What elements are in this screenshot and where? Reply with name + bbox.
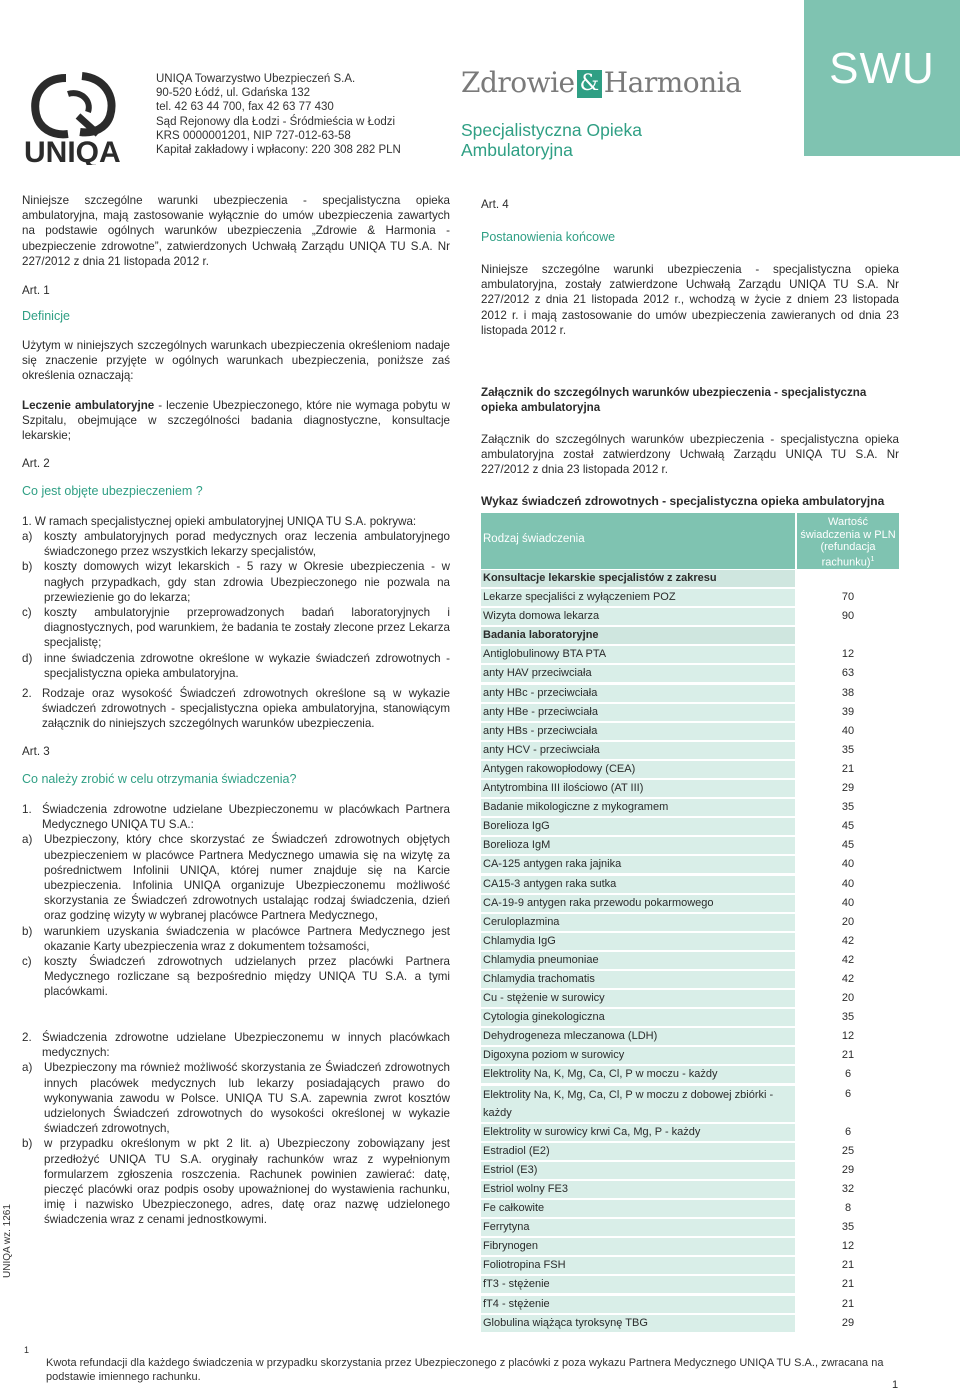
form-code: UNIQA wz. 1261 [2, 1204, 13, 1278]
table-section-row [481, 569, 899, 588]
table-row [481, 1256, 899, 1275]
brand-subtitle-line: Specjalistyczna Opieka [461, 120, 642, 140]
service-value: 29 [841, 1316, 855, 1329]
list-text: inne świadczenia zdrowotne określone w wykazie świadczeń zdrowotnych - specjalistyczna opieka ambulatoryjna. [44, 651, 450, 680]
service-name: anty HBc - przeciwciała [481, 685, 795, 702]
service-value: 38 [841, 686, 855, 699]
list-label: a) [22, 530, 33, 543]
table-row [481, 913, 899, 932]
logo-text: UNIQA [24, 136, 121, 165]
service-value: 21 [841, 1259, 855, 1272]
service-value: 45 [841, 820, 855, 833]
list-text: koszty Świadczeń zdrowotnych udzielanych przez placówki Partnera Medycznego rozliczane są bezpośrednio między UNIQA TU S.A. a tymi placówkami. [44, 955, 450, 999]
service-name: Borelioza IgM [481, 837, 795, 854]
list-label: 2. [22, 1031, 32, 1044]
col-header-value-text: Wartość świadczenia w PLN (refundacja rachunku) [800, 516, 896, 569]
list-item [22, 1060, 450, 1136]
table-row [481, 1046, 899, 1065]
list-label: b) [22, 924, 33, 938]
table-row [481, 989, 899, 1008]
table-row [481, 1085, 899, 1123]
art4-text: Niniejsze szczególne warunki ubezpieczenia - specjalistyczna opieka ambulatoryjna, zostały zatwierdzone Uchwałą Zarządu UNIQA TU S.A. Nr 227/2012 z dnia 21 listopada 2012 r., wchodzą w życie z dniem 23 listopada 2012 r. i mają zastosowanie do umów ubezpieczenia zawieranych od dnia 23 listopada 2012 r. [481, 263, 899, 337]
footnote: Kwota refundacji dla każdego świadczenia w przypadku skorzystania przez Ubezpieczonego z placówki z poza wykazu Partnera Medycznego UNIQA TU S.A., zwracana na podstawie imiennego rachunku. [46, 1357, 884, 1383]
table-row [481, 741, 899, 760]
service-value: 6 [844, 1087, 852, 1100]
service-value: 40 [841, 896, 855, 909]
list-item [22, 605, 450, 651]
brand-subtitle-line: Ambulatoryjna [461, 140, 573, 160]
footnote-ref: 1 [870, 555, 875, 563]
table-row [481, 1199, 899, 1218]
table-row [481, 951, 899, 970]
service-value: 40 [841, 877, 855, 890]
table-row [481, 817, 899, 836]
service-name: Chlamydia IgG [481, 933, 795, 950]
service-name: Antygen rakowopłodowy (CEA) [481, 761, 795, 778]
brand-subtitle [461, 120, 642, 160]
service-value: 12 [841, 1240, 855, 1253]
col-header-value [797, 513, 899, 569]
art4-heading: Art. 4 [481, 198, 509, 211]
service-name: Ferrytyna [481, 1219, 795, 1236]
footnote-mark: 1 [24, 1345, 30, 1355]
service-name: Borelioza IgG [481, 818, 795, 835]
service-value: 45 [841, 839, 855, 852]
service-value: 20 [841, 992, 855, 1005]
service-value [797, 570, 899, 587]
list-text: Świadczenia zdrowotne udzielane Ubezpieczonemu w placówkach Partnera Medycznego UNIQA TU S.A.: [42, 803, 450, 832]
table-section-row [481, 626, 899, 645]
art2-list [22, 529, 450, 681]
art2-title: Co jest objęte ubezpieczeniem ? [22, 484, 203, 498]
benefits-table [481, 513, 899, 1333]
table-row [481, 664, 899, 683]
table-row [481, 1142, 899, 1161]
service-value: 90 [841, 610, 855, 623]
table-row [481, 607, 899, 626]
annex-title: Załącznik do szczególnych warunków ubezpieczenia - specjalistyczna opieka ambulatoryjna [481, 386, 867, 415]
table-row [481, 779, 899, 798]
company-line: UNIQA Towarzystwo Ubezpieczeń S.A. [156, 73, 356, 85]
service-name: Estriol (E3) [481, 1162, 795, 1179]
table-row [481, 1295, 899, 1314]
list-label: b) [22, 1137, 33, 1151]
table-row [481, 1027, 899, 1046]
table-row [481, 588, 899, 607]
company-info [156, 72, 446, 157]
service-name: Cytologia ginekologiczna [481, 1009, 795, 1026]
table-row [481, 684, 899, 703]
service-value: 6 [844, 1125, 852, 1138]
list-item [22, 686, 450, 732]
service-name: Elektrolity Na, K, Mg, Ca, Cl, P w moczu z dobowej zbiórki - każdy [481, 1086, 795, 1122]
page-number: 1 [892, 1379, 899, 1391]
brand-name [461, 66, 741, 99]
list-item [22, 651, 450, 681]
table-row [481, 1123, 899, 1142]
table-row [481, 932, 899, 951]
definition-text: - leczenie Ubezpieczonego, które nie wymaga pobytu w Szpitalu, obejmujące w szczególności badania diagnostyczne, konsultacje lekarskie; [22, 399, 451, 443]
art3-title: Co należy zrobić w celu otrzymania świadczenia? [22, 772, 297, 786]
table-row [481, 703, 899, 722]
service-value: 25 [841, 1144, 855, 1157]
list-text: warunkiem uzyskania świadczenia w placówce Partnera Medycznego jest okazanie Karty ubezpieczenia wraz z dokumentem tożsamości, [44, 924, 450, 953]
table-row [481, 1275, 899, 1294]
col-header-service: Rodzaj świadczenia [481, 513, 795, 569]
list-item [22, 559, 450, 605]
service-value: 32 [841, 1183, 855, 1195]
list-text: Ubezpieczony, który chce skorzystać ze Świadczeń zdrowotnych objętych ubezpieczeniem w placówce Partnera Medycznego umawia się na wizytę za pośrednictwem Infolinii UNIQA, której numer znajduje się na Karcie ubezpieczenia. Infolinia UNIQA organizuje Ubezpieczonemu możliwość skorzystania ze Świadczeń zdrowotnych ustalając rodzaj świadczenia, dzień oraz godzinę wizyty w wybranej placówce Partnera Medycznego, [44, 833, 450, 923]
service-name: Konsultacje lekarskie specjalistów z zakresu [481, 570, 795, 587]
art1-heading: Art. 1 [22, 284, 50, 297]
list-text: Ubezpieczony ma również możliwość skorzystania ze Świadczeń zdrowotnych innych placówek medycznych lub lekarzy posiadających prawo do wykonywania zawodu w Polsce. UNIQA TU S.A. zapewnia zwrot kosztów udzielonych Świadczeń zdrowotnych do wysokości określonej w wykazie świadczeń zdrowotnych, [44, 1061, 450, 1136]
list-text: koszty domowych wizyt lekarskich - 5 razy w Okresie ubezpieczenia - w nagłych przypadkach, gdy stan zdrowia Ubezpieczonego nie pozwala na przewiezienie go do lekarza; [44, 560, 450, 604]
service-name: fT3 - stężenie [481, 1276, 795, 1293]
table-row [481, 1180, 899, 1199]
service-name: Antytrombina III ilościowo (AT III) [481, 780, 795, 797]
service-value: 21 [841, 1278, 855, 1291]
art2-point-2 [22, 686, 450, 732]
art3-heading: Art. 3 [22, 745, 50, 758]
service-name: Cu - stężenie w surowicy [481, 990, 795, 1007]
table-row [481, 875, 899, 894]
list-item [22, 802, 450, 832]
list-label: 2. [22, 687, 32, 700]
service-value: 12 [841, 1030, 855, 1043]
service-value: 35 [841, 1221, 855, 1234]
service-value: 35 [841, 801, 855, 814]
service-name: Badania laboratoryjne [481, 627, 795, 644]
table-row [481, 1237, 899, 1256]
service-name: Wizyta domowa lekarza [481, 608, 795, 625]
service-value: 8 [844, 1202, 852, 1215]
list-label: a) [22, 833, 33, 847]
list-text: koszty ambulatoryjnie przeprowadzonych badań laboratoryjnych i diagnostycznych, pod warunkiem, że badania te zostały zlecone przez Lekarza specjalistę; [44, 606, 450, 650]
art2-heading: Art. 2 [22, 457, 50, 470]
list-label: a) [22, 1061, 33, 1075]
art1-title: Definicje [22, 309, 70, 323]
service-value: 21 [841, 1049, 855, 1062]
list-label: c) [22, 955, 32, 969]
brand-amp: & [577, 70, 602, 98]
company-line: 90-520 Łódź, ul. Gdańska 132 [156, 87, 311, 100]
art3-point-1 [22, 802, 450, 1000]
list-item [22, 529, 450, 559]
table-row [481, 970, 899, 989]
list-item [22, 1030, 450, 1060]
service-name: Elektrolity Na, K, Mg, Ca, Cl, P w moczu - każdy [481, 1066, 795, 1083]
service-name: Chlamydia pneumoniae [481, 952, 795, 969]
service-name: anty HBs - przeciwciała [481, 723, 795, 740]
service-value: 20 [841, 915, 855, 928]
service-name: Dehydrogeneza mleczanowa (LDH) [481, 1028, 795, 1045]
service-name: anty HBe - przeciwciała [481, 704, 795, 721]
service-name: CA15-3 antygen raka sutka [481, 876, 795, 893]
service-value: 35 [841, 1011, 855, 1024]
table-row [481, 798, 899, 817]
list-text: Świadczenia zdrowotne udzielane Ubezpieczonemu w innych placówkach medycznych: [42, 1031, 450, 1060]
table-body [481, 569, 899, 1333]
table-row [481, 1314, 899, 1333]
service-value: 6 [844, 1068, 852, 1081]
service-value: 70 [841, 591, 855, 604]
intro-paragraph: Niniejsze szczególne warunki ubezpieczenia - specjalistyczna opieka ambulatoryjna, mają zastosowanie wyłącznie do umów ubezpieczenia zawartych na podstawie ogólnych warunków ubezpieczenia „Zdrowie & Harmonia - ubezpieczenie zdrowotne”, zatwierdzonych Uchwałą Zarządu UNIQA TU S.A. Nr 227/2012 z dnia 21 listopada 2012 r. [22, 194, 450, 268]
table-row [481, 1161, 899, 1180]
table-row [481, 722, 899, 741]
table-title: Wykaz świadczeń zdrowotnych - specjalistyczna opieka ambulatoryjna [481, 494, 885, 508]
art4-title: Postanowienia końcowe [481, 230, 616, 244]
art3-point-2 [22, 1030, 450, 1228]
service-name: fT4 - stężenie [481, 1296, 795, 1313]
service-name: Badanie mikologiczne z mykogramem [481, 799, 795, 816]
table-row [481, 760, 899, 779]
list-label: d) [22, 651, 33, 665]
service-name: anty HAV przeciwciała [481, 665, 795, 682]
brand-right: Harmonia [603, 66, 742, 99]
service-name: Foliotropina FSH [481, 1257, 795, 1274]
service-value: 42 [841, 953, 855, 966]
company-line: Kapitał zakładowy i wpłacony: 220 308 282 PLN [156, 144, 401, 157]
company-line: tel. 42 63 44 700, fax 42 63 77 430 [156, 101, 334, 114]
table-row [481, 894, 899, 913]
table-header [481, 513, 899, 569]
service-value: 29 [841, 782, 855, 795]
list-text: Rodzaje oraz wysokość Świadczeń zdrowotnych określone są w wykazie świadczeń zdrowotnych - specjalistyczna opieka ambulatoryjna, stanowiącym załącznik do niniejszych szczególnych warunków ubezpieczenia. [42, 687, 450, 731]
table-row [481, 1218, 899, 1237]
annex-text: Załącznik do szczególnych warunków ubezpieczenia - specjalistyczna opieka ambulatoryjna został zatwierdzony Uchwałą Zarządu UNIQA TU S.A. Nr 227/2012 z dnia 23 listopada 2012 r. [481, 433, 899, 477]
service-name: CA-19-9 antygen raka przewodu pokarmowego [481, 895, 795, 912]
swu-badge [804, 0, 960, 156]
service-name: Estriol wolny FE3 [481, 1181, 795, 1198]
service-name: Estradiol (E2) [481, 1143, 795, 1160]
service-name: Chlamydia trachomatis [481, 971, 795, 988]
service-value: 35 [841, 743, 855, 756]
service-value: 21 [841, 762, 855, 775]
swu-badge-text: SWU [829, 44, 935, 93]
list-item [22, 832, 450, 923]
service-value: 12 [841, 648, 855, 661]
brand-left: Zdrowie [461, 66, 575, 99]
list-label: 1. [22, 803, 32, 816]
service-name: Lekarze specjaliści z wyłączeniem POZ [481, 589, 795, 606]
list-text: w przypadku określonym w pkt 2 lit. a) Ubezpieczony zobowiązany jest przedłożyć UNIQA TU S.A. oryginały rachunków wraz z wypełnionym formularzem zgłoszenia roszczenia. Rachunek powinien zawierać: datę, pieczęć placówki oraz podpis osoby upoważnionej do wystawienia rachunku, imię i nazwisko Ubezpieczonego, adres, datę oraz nazwę udzielonego świadczenia wraz z cenami jednostkowymi. [44, 1137, 450, 1227]
service-value: 21 [841, 1297, 855, 1310]
service-name: Globulina wiążąca tyroksynę TBG [481, 1315, 795, 1332]
table-row [481, 836, 899, 855]
list-item [22, 1136, 450, 1227]
art2-point-1: 1. W ramach specjalistycznej opieki ambulatoryjnej UNIQA TU S.A. pokrywa: [22, 515, 417, 528]
company-line: KRS 0000001201, NIP 727-012-63-58 [156, 129, 351, 142]
definition-term: Leczenie ambulatoryjne [22, 399, 155, 412]
list-label: c) [22, 606, 32, 620]
uniqa-logo [22, 70, 134, 165]
service-name: Ceruloplazmina [481, 914, 795, 931]
service-value: 29 [841, 1163, 855, 1176]
service-value: 42 [841, 934, 855, 947]
service-name: Antiglobulinowy BTA PTA [481, 646, 795, 663]
service-name: Fibrynogen [481, 1238, 795, 1255]
service-name: CA-125 antygen raka jajnika [481, 856, 795, 873]
service-value: 42 [841, 972, 855, 985]
definition [22, 398, 450, 444]
service-name: Digoxyna poziom w surowicy [481, 1047, 795, 1064]
service-value: 40 [841, 724, 855, 737]
service-value [797, 627, 899, 644]
list-item [22, 924, 450, 954]
list-text: koszty ambulatoryjnych porad medycznych oraz leczenia ambulatoryjnego świadczonego przez wszystkich lekarzy specjalistów, [44, 530, 450, 559]
table-row [481, 1065, 899, 1084]
company-line: Sąd Rejonowy dla Łodzi - Śródmieścia w Łodzi [156, 115, 396, 128]
table-row [481, 1008, 899, 1027]
service-value: 63 [841, 667, 855, 680]
service-name: Elektrolity w surowicy krwi Ca, Mg, P - każdy [481, 1124, 795, 1141]
service-value: 40 [841, 858, 855, 871]
service-name: anty HCV - przeciwciała [481, 742, 795, 759]
list-label: b) [22, 560, 33, 574]
list-item [22, 954, 450, 1000]
service-name: Fe całkowite [481, 1200, 795, 1217]
table-row [481, 645, 899, 664]
service-value: 39 [841, 705, 855, 718]
art1-text: Użytym w niniejszych szczególnych warunkach ubezpieczenia określeniom nadaje się znaczenie przyjęte w ogólnych warunkach ubezpieczenia, poniższe zaś określenia oznaczają: [22, 339, 450, 383]
table-row [481, 855, 899, 874]
